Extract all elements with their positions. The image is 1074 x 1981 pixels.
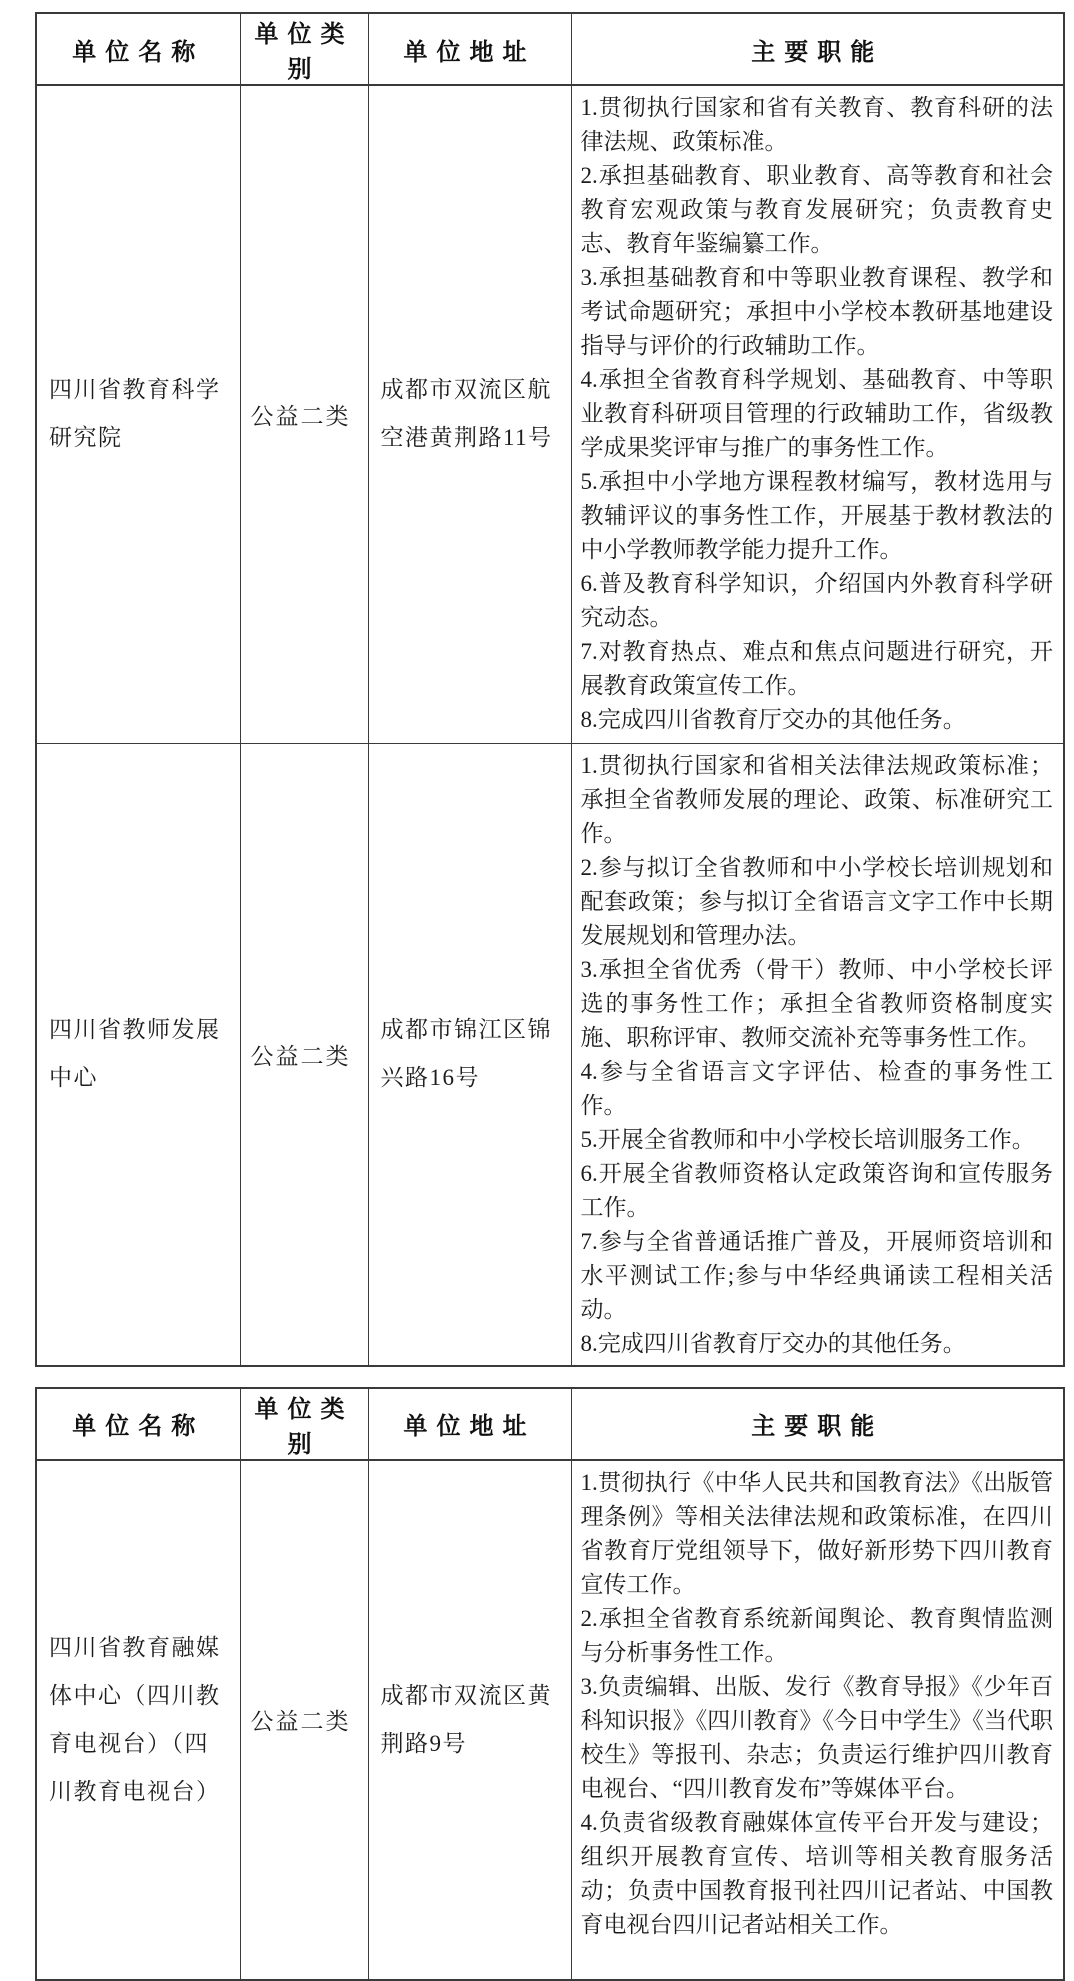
table-gap: [35, 1367, 1063, 1387]
function-item: 4.参与全省语言文字评估、检查的事务性工作。: [580, 1058, 1053, 1118]
column-header-unit-address: 单位地址: [368, 13, 571, 85]
function-item: 2.参与拟订全省教师和中小学校长培训规划和配套政策；参与拟订全省语言文字工作中长期发展规划和管理办法。: [580, 854, 1053, 948]
function-item: 1.贯彻执行《中华人民共和国教育法》《出版管理条例》等相关法律法规和政策标准，在四川省教育厅党组领导下，做好新形势下四川教育宣传工作。: [580, 1469, 1053, 1597]
unit-table-2: [35, 1387, 1065, 1981]
function-item: 6.普及教育科学知识，介绍国内外教育科学研究动态。: [580, 571, 1053, 630]
table1-header-row: [36, 13, 1064, 85]
function-item: 2.承担基础教育、职业教育、高等教育和社会教育宏观政策与教育发展研究；负责教育史志、教育年鉴编纂工作。: [580, 163, 1053, 256]
main-functions-cell: [571, 85, 1064, 743]
function-item: 4.承担全省教育科学规划、基础教育、中等职业教育科研项目管理的行政辅助工作，省级教学成果奖评审与推广的事务性工作。: [580, 367, 1053, 460]
column-header-unit-name: 单位名称: [36, 1388, 240, 1460]
main-functions-cell: [571, 1460, 1064, 1980]
column-header-unit-category: 单位类别: [240, 13, 368, 85]
table2-header-row: [36, 1388, 1064, 1460]
function-item: 8.完成四川省教育厅交办的其他任务。: [580, 1330, 966, 1356]
function-item: 7.参与全省普通话推广普及，开展师资培训和水平测试工作;参与中华经典诵读工程相关活动。: [580, 1228, 1053, 1322]
function-item: 1.贯彻执行国家和省有关教育、教育科研的法律法规、政策标准。: [580, 95, 1053, 154]
table-row: [36, 1460, 1064, 1980]
table-row: [36, 85, 1064, 743]
function-item: 2.承担全省教育系统新闻舆论、教育舆情监测与分析事务性工作。: [580, 1605, 1053, 1665]
column-header-unit-name: 单位名称: [36, 13, 240, 85]
function-item: 5.开展全省教师和中小学校长培训服务工作。: [580, 1126, 1035, 1152]
unit-name-cell: 四川省教育科学研究院: [36, 85, 240, 743]
function-item: 5.承担中小学地方课程教材编写，教材选用与教辅评议的事务性工作，开展基于教材教法的中小学教师教学能力提升工作。: [580, 469, 1053, 562]
unit-category-cell: 公益二类: [240, 85, 368, 743]
unit-table-1: [35, 12, 1065, 1367]
unit-category-cell: 公益二类: [240, 743, 368, 1366]
column-header-main-functions: 主要职能: [571, 1388, 1064, 1460]
function-item: 6.开展全省教师资格认定政策咨询和宣传服务工作。: [580, 1160, 1053, 1220]
unit-category-cell: 公益二类: [240, 1460, 368, 1980]
column-header-unit-address: 单位地址: [368, 1388, 571, 1460]
main-functions-cell: [571, 743, 1064, 1366]
column-header-unit-category: 单位类别: [240, 1388, 368, 1460]
unit-name-cell: 四川省教师发展中心: [36, 743, 240, 1366]
function-item: 8.完成四川省教育厅交办的其他任务。: [580, 707, 966, 732]
unit-address-cell: 成都市锦江区锦兴路16号: [368, 743, 571, 1366]
function-item: 7.对教育热点、难点和焦点问题进行研究，开展教育政策宣传工作。: [580, 639, 1053, 698]
unit-name-cell: 四川省教育融媒体中心（四川教育电视台）（四川教育电视台）: [36, 1460, 240, 1980]
function-item: 1.贯彻执行国家和省相关法律法规政策标准；承担全省教师发展的理论、政策、标准研究工作。: [580, 752, 1053, 846]
function-item: 3.承担基础教育和中等职业教育课程、教学和考试命题研究；承担中小学校本教研基地建设指导与评价的行政辅助工作。: [580, 265, 1053, 358]
function-item: 3.承担全省优秀（骨干）教师、中小学校长评选的事务性工作；承担全省教师资格制度实施、职称评审、教师交流补充等事务性工作。: [580, 956, 1053, 1050]
function-item: 4.负责省级教育融媒体宣传平台开发与建设；组织开展教育宣传、培训等相关教育服务活动；负责中国教育报刊社四川记者站、中国教育电视台四川记者站相关工作。: [580, 1809, 1053, 1937]
function-item: 3.负责编辑、出版、发行《教育导报》《少年百科知识报》《四川教育》《今日中学生》《当代职校生》等报刊、杂志；负责运行维护四川教育电视台、“四川教育发布”等媒体平台。: [580, 1673, 1053, 1801]
unit-address-cell: 成都市双流区黄荆路9号: [368, 1460, 571, 1980]
column-header-main-functions: 主要职能: [571, 13, 1064, 85]
table-row: [36, 743, 1064, 1366]
unit-address-cell: 成都市双流区航空港黄荆路11号: [368, 85, 571, 743]
